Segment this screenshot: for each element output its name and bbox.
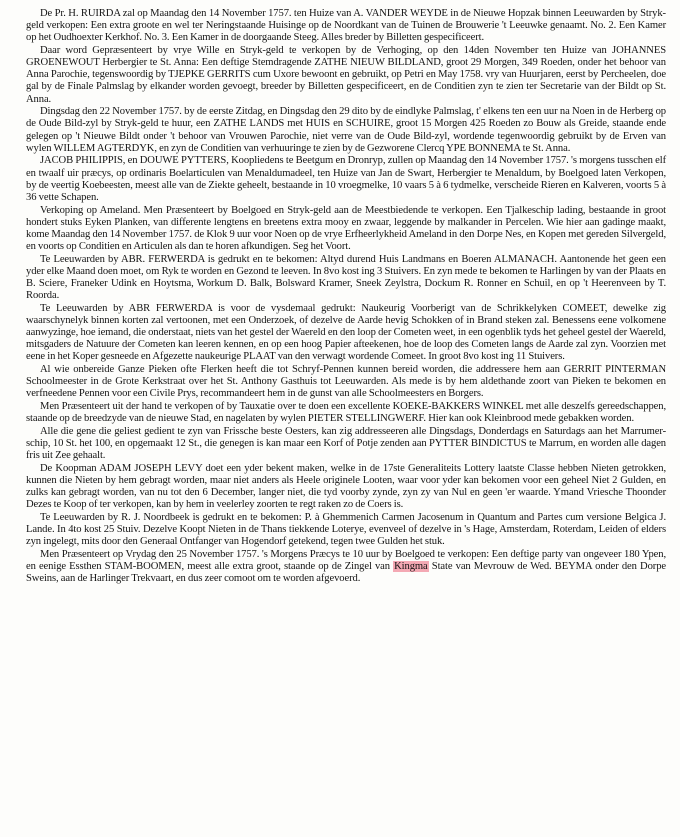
ad-text: Men Præsenteert op Vrydag den 25 November 1757. 's Morgens Præcys te 10 uur by Boelgoed te verkopen: Een deftige party van ongeveer 180 Ypen, en eenige Essthen STAM-BOOMEN, meest alle extra groot, staande op de Zingel van Kingma State van Mevrouw de Wed. BEYMA onder den Dorpe Sweins, aan de Harlinger Trekvaart, en dus zeer comoot om te worden afgevoerd.: [26, 548, 666, 585]
ad-paragraph: [26, 155, 666, 204]
ad-text: De Koopman ADAM JOSEPH LEVY doet een yder bekent maken, welke in de 17ste Generaliteits Lottery laatste Classe hebben Nieten getrokken, kunnen die Nieten by hem gebragt worden, maar niet anders als Heele originele Looten, waar voor yder kan bekomen voor een geheel Niet 2 Gulden, en zulks kan gebragt worden, van nu tot den 6 December, langer niet, die tyd voorby zynde, zyn zy van Nul en geen 'er waarde. Ymand Vriesche Thoonder Dezes te Koop of ter verkopen, kan by hem in veelerley zoorten te regt raken zo de Coers is.: [26, 462, 666, 511]
ad-paragraph: [26, 205, 666, 254]
ad-paragraph: [26, 8, 666, 44]
ad-paragraph: [26, 106, 666, 155]
ad-paragraph-highlighted: [26, 549, 666, 585]
ad-paragraph: [26, 45, 666, 106]
ad-text: Verkoping op Ameland. Men Præsenteert by Boelgoed en Stryk-geld aan de Meestbiedende te verkopen. Een Tjalkeschip lading, bestaande in groot hondert stuks Eyken Planken, van differente lengtens en breetens extra mooy en zwaar, leggende by malkander in Percelen. Wie hier aan gadinge maakt, kome Maandag den 14 November 1757. de Klok 9 uur voor Noen op de vrye Erfheerlykheid Ameland in den Dorpe Nes, en Kopen met gereden Silvergeld, en voorts op Conditien en Articulen als dan te horen afkundigen. Seg het Voort.: [26, 204, 666, 252]
ad-text: Te Leeuwarden by ABR. FERWERDA is gedrukt en te bekomen: Altyd durend Huis Landmans en Boeren ALMANACH. Aantonende het geen een yder elke Maand doen moet, om Ryk te worden en Gezond te leeven. In 8vo kost ing 3 Stuivers. En zyn mede te bekomen te Harlingen by van der Plaats en B. Sciere, Franeker Udink en Hoytsma, Workum D. Balk, Bolsward Kramer, Sneek Zeylstra, Dockum R. Ronner en Schuil, en op 't Heerenveen by T. Roorda.: [26, 253, 666, 302]
ad-text: JACOB PHILIPPIS, en DOUWE PYTTERS, Koopliedens te Beetgum en Dronryp, zullen op Maandag den 14 November 1757. 's morgens tusschen elf en twaalf uir præcys, op ordinaris Boelarticulen van Menaldumadeel, ten Huize van Jan de Swart, Herbergier te Menaldum, by Boelgoed laten Verkopen, by de veertig Koebeesten, meest alle van de Ziekte geheelt, bestaande in 10 vroegmelke, 10 vaars 5 à 6 tydmelke, verscheide Rieren en Kalveren, voorts 5 à 36 vette Schapen.: [26, 155, 666, 203]
ad-text: Al wie onbereide Ganze Pieken ofte Flerken heeft die tot Schryf-Pennen kunnen bereid worden, die addressere hem aan GERRIT PINTERMAN Schoolmeester in de Grote Kerkstraat over het St. Anthony Gasthuis tot Leeuwarden. Als mede is by hem aldethande zoort van Pieken te bekomen en verfneedene Pennen voor een Civile Prys, recommandeert hem in de gunst van alle Schoolmeesters en Borgers.: [26, 364, 666, 400]
advertisement-column: [26, 8, 666, 586]
ad-text: Te Leeuwarden by R. J. Noordbeek is gedrukt en te bekomen: P. à Ghemmenich Carmen Jacosenum in Quantum and Partes cum versione Belgica J. Lande. In 4to kost 25 Stuiv. Dezelve Koopt Nieten in de Thans tiekkende Loterye, evenveel of dezelve in 's Hage, Amsterdam, Roterdam, Leiden of elders zyn ingelegt, mits door den Generaal Ontfanger van Hogendorf getekend, tegen twee Gulden het stuk.: [26, 511, 666, 548]
ad-paragraph: [26, 512, 666, 548]
ad-text: Men Præsenteert uit der hand te verkopen of by Tauxatie over te doen een excellente KOEKE-BAKKERS WINKEL met alle deszelfs gereedschappen, staande op de breedzyde van de nieuwe Stad, en nagelaten by wylen PIETER STELLINGWERF. Hier kan ook Kleinbrood mede gebakken worden.: [26, 401, 666, 425]
ad-paragraph: [26, 426, 666, 462]
ad-paragraph: [26, 463, 666, 512]
ad-text: Daar word Gepræsenteert by vrye Wille en Stryk-geld te verkopen by de Verhoging, op den 14den November ten Huize van JOHANNES GROENEWOUT Herbergier te St. Anna: Een deftige Stemdragende ZATHE NIEUW BILDLAND, groot 29 Morgen, 349 Roeden, onder het behoor van Anna Parochie, tegenswoordig by TJEPKE GERRITS cum Uxore bewoont en gebruikt, op Petri en May 1758. vry van Huurjaren, eerst by Percheelen, doe gal by de Finale Palmslag by elkander worden gevoegt, breeder by Billetten gespecificeert, en de Conditien zyn te zien ter Secretarie van der Bildt op St. Anna.: [26, 44, 666, 105]
ad-text: De Pr. H. RUIRDA zal op Maandag den 14 November 1757. ten Huize van A. VANDER WEYDE in de Nieuwe Hopzak binnen Leeuwarden by Stryk-geld verkopen: Een extra groote en wel ter Neringstaande Huisinge op de Noordkant van de Tuinen de Brouwerie 't Leeuwke genaamt. No. 2. Een Kamer op het Oudhoexter Kerkhof. No. 3. Een Kamer in de doorgaande Steeg. Alles breder by Billetten gespecificeert.: [26, 8, 666, 44]
ad-paragraph: [26, 364, 666, 400]
ad-paragraph: [26, 303, 666, 364]
ad-text: Te Leeuwarden by ABR FERWERDA is voor de vysdemaal gedrukt: Naukeurig Voorberigt van de Schrikkelyken COMEET, dewelke zig waarschynelyk binnen korten zal vertoonen, met een Onderzoek, of dezelve de Aarde hevig Schokken of in Brand steken zal. Benessens eene volkomene aanwyzinge, hoe iemand, die onderstaat, niets van het gestel der Waereld en den loop der Cometen weet, in een ogenblik tyds het geheel gestel der Waereld, mitsgaders de Natuure der Cometen kan leeren kennen, en op een hoog Papier afteekenen, hoe de loop des Cometen langs de Aarde zal zyn. Voorzien met eene in het Koper gesneede en Afgezette naukeurige PLAAT van den verwagt wordende Comeet. In groot 8vo kost ing 11 Stuivers.: [26, 302, 666, 363]
ad-text: Alle die gene die geliest gedient te zyn van Frissche beste Oesters, kan zig addresseeren alle Dingsdags, Donderdags en Saturdags aan het Marrumer-schip, 10 St. het 100, en opgemaakt 12 St., die genegen is kan maar een Korf of Potje zenden aan PYTTER BINDICTUS te Marrum, en worden alle dagen fris uit Zee gehaalt.: [26, 425, 666, 462]
ad-paragraph: [26, 254, 666, 303]
highlighted-word: Kingma: [394, 561, 428, 573]
ad-text: Dingsdag den 22 November 1757. by de eerste Zitdag, en Dingsdag den 29 dito by de eindlyke Palmslag, t' elkens ten een uur na Noen in de Herberg op de Oude Bild-zyl by Stryk-geld te huur, een ZATHE LANDS met HUIS en SCHUIRE, groot 15 Morgen 425 Roeden zo Bouw als Greide, staande ende gelegen op 't Nieuwe Bildt onder 't behoor van Vrouwen Parochie, niet verre van de Oude Bild-zyl, wordende tegenwoordig gebruikt by de Erven van wylen WILLEM AGTERDYK, en zyn de Conditien van verhuuringe te zien by de Gezworene Clercq YPE BONNEMA te St. Anna.: [26, 106, 666, 154]
ad-paragraph: [26, 401, 666, 425]
